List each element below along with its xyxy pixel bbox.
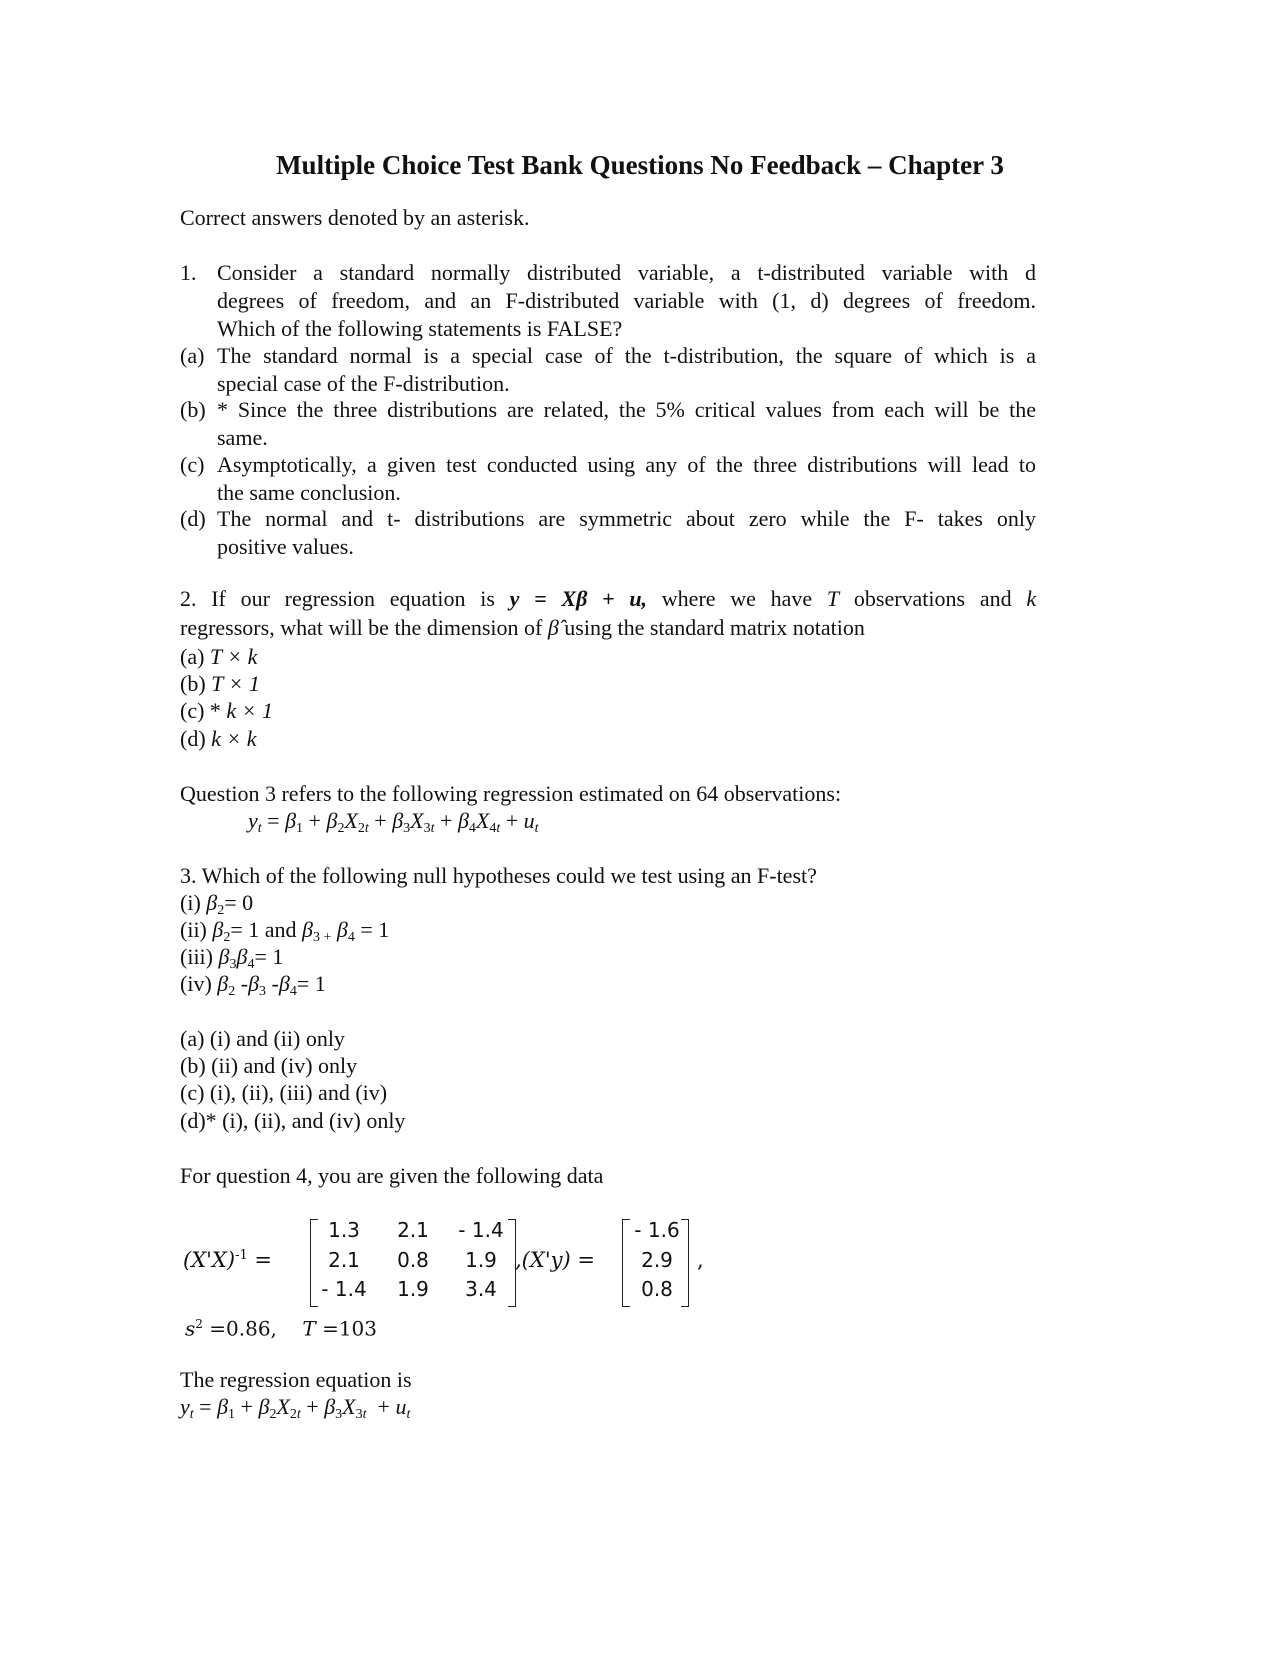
q1-option-label: (b) <box>180 397 206 422</box>
q3-intro-text: Question 3 refers to the following regression estimated on 64 observations: <box>180 781 842 806</box>
q3-hypothesis-label: (ii) <box>180 917 207 942</box>
q1-option-line: The normal and t- distributions are symmetric about zero while the F- takes only <box>217 506 1036 531</box>
xx-cell: 2.1 <box>328 1248 360 1272</box>
q4-regression-equation: $y_t = \beta_1 + \beta_2X_{2t} + \beta_3X_{3t} + u_t$ <box>180 1394 411 1422</box>
q2-option-value: T × k <box>209 644 258 669</box>
xx-cell: 1.9 <box>397 1277 429 1301</box>
xx-cell: 2.1 <box>397 1218 429 1242</box>
q2-beta-hat: β̂ <box>547 614 559 640</box>
q4-intro-text: For question 4, you are given the following data <box>180 1163 604 1188</box>
q1-option-line: positive values. <box>217 534 354 559</box>
q1-option-line: the same conclusion. <box>217 480 401 505</box>
q2-stem-text: regressors, what will be the dimension of <box>180 614 543 640</box>
xx-cell: 1.9 <box>465 1248 497 1272</box>
q2-option <box>180 644 257 670</box>
xy-label: ,(X'y) = <box>515 1248 595 1272</box>
xx-cell: - 1.4 <box>321 1277 367 1301</box>
q1-option-label: (a) <box>180 343 205 368</box>
xx-inverse-label: $(X'X)^{-1}$ = <box>183 1248 273 1272</box>
intro-text: Correct answers denoted by an asterisk. <box>180 205 530 230</box>
q3-regression-equation: $y_t = \beta_1 + \beta_2X_{2t} + \beta_3X_{3t} + \beta_4X_{4t} + u_t$ <box>248 808 539 836</box>
t-value: =103 <box>322 1316 377 1341</box>
q1-option-a <box>180 342 1036 398</box>
q4-s2-and-t: $s^2 =0.86$, T =103 <box>185 1316 377 1341</box>
xy-cell: - 1.6 <box>634 1218 680 1242</box>
q3-hypothesis-label: (iii) <box>180 944 213 969</box>
q3-option: (b) (ii) and (iv) only <box>180 1053 358 1078</box>
xy-cell: 2.9 <box>641 1248 673 1272</box>
q1-option-d <box>180 505 1036 561</box>
q3-hypothesis: (iv) $\beta_2$ $-\beta_3$ $-\beta_4= 1$ <box>180 971 326 999</box>
q1-option-label: (d) <box>180 506 206 531</box>
xx-cell: 3.4 <box>465 1277 497 1301</box>
q2-option <box>180 726 257 752</box>
q1-option-label: (c) <box>180 452 205 477</box>
q2-option-value: T × 1 <box>211 671 260 696</box>
q1-number: 1. <box>180 260 197 285</box>
xx-cell: - 1.4 <box>458 1218 504 1242</box>
q3-hypothesis-label: (i) <box>180 890 201 915</box>
q1-stem-line: Consider a standard normally distributed variable, a t-distributed variable with d <box>217 260 1036 285</box>
q1-stem-line: degrees of freedom, and an F-distributed variable with (1, d) degrees of freedom. <box>217 288 1036 313</box>
q2-stem-text: using the standard matrix notation <box>564 614 865 640</box>
q1-stem <box>217 259 1036 343</box>
q3-hypothesis-label: (iv) <box>180 971 212 996</box>
xy-trailing-comma: , <box>697 1248 704 1272</box>
question-2-stem <box>180 585 1036 642</box>
q2-option-label: (b) <box>180 671 206 696</box>
q2-equation: y = Xβ + u, <box>509 586 648 611</box>
xy-cell: 0.8 <box>641 1277 673 1301</box>
q3-hypothesis: (i) $\beta_2= 0$ <box>180 890 254 918</box>
q1-option-line: special case of the F-distribution. <box>217 371 510 396</box>
q2-option <box>180 671 260 697</box>
q1-option-line: The standard normal is a special case of the t-distribution, the square of which is a <box>217 343 1036 368</box>
q3-hypothesis: (ii) $\beta_2= 1$ and $\beta_{3 +}$ $\beta_4 = 1$ <box>180 917 390 945</box>
q1-option-line: same. <box>217 425 268 450</box>
q1-option-c <box>180 451 1036 507</box>
s2-value: =0.86, <box>209 1316 277 1341</box>
q3-hypothesis: (iii) $\beta_3\beta_4= 1$ <box>180 944 284 972</box>
page-title: Multiple Choice Test Bank Questions No Feedback – Chapter 3 <box>276 150 1004 180</box>
q2-option-value: k × 1 <box>226 698 274 723</box>
q2-option-label: (c) * <box>180 698 221 723</box>
q1-option-line: Asymptotically, a given test conducted using any of the three distributions will lead to <box>217 452 1036 477</box>
q3-stem: 3. Which of the following null hypotheses could we test using an F-test? <box>180 863 817 888</box>
q2-stem-line <box>180 614 1036 643</box>
q2-stem-text: observations and <box>853 586 1012 611</box>
q3-option: (a) (i) and (ii) only <box>180 1026 345 1051</box>
q2-option-label: (d) <box>180 726 206 751</box>
q2-variable-k: k <box>1026 586 1037 611</box>
xx-cell: 1.3 <box>328 1218 360 1242</box>
q2-option-label: (a) <box>180 644 205 669</box>
q2-option <box>180 698 273 724</box>
q1-stem-line: Which of the following statements is FALSE? <box>217 316 623 341</box>
xx-superscript: -1 <box>235 1248 248 1263</box>
q1-option-b <box>180 396 1036 452</box>
q3-option: (c) (i), (ii), (iii) and (iv) <box>180 1080 388 1105</box>
q2-stem-text: 2. If our regression equation is <box>180 586 495 611</box>
q2-variable-t: T <box>826 586 840 611</box>
q2-stem-line <box>180 585 1036 614</box>
xx-label-text: (X'X) <box>183 1248 236 1272</box>
q3-and-text: and <box>264 917 297 942</box>
q2-stem-text: where we have <box>661 586 813 611</box>
q2-option-value: k × k <box>211 726 257 751</box>
q3-option: (d)* (i), (ii), and (iv) only <box>180 1108 406 1133</box>
q1-option-line: * Since the three distributions are related, the 5% critical values from each will be the <box>217 397 1036 422</box>
xx-cell: 0.8 <box>397 1248 429 1272</box>
q4-regression-text: The regression equation is <box>180 1367 412 1392</box>
